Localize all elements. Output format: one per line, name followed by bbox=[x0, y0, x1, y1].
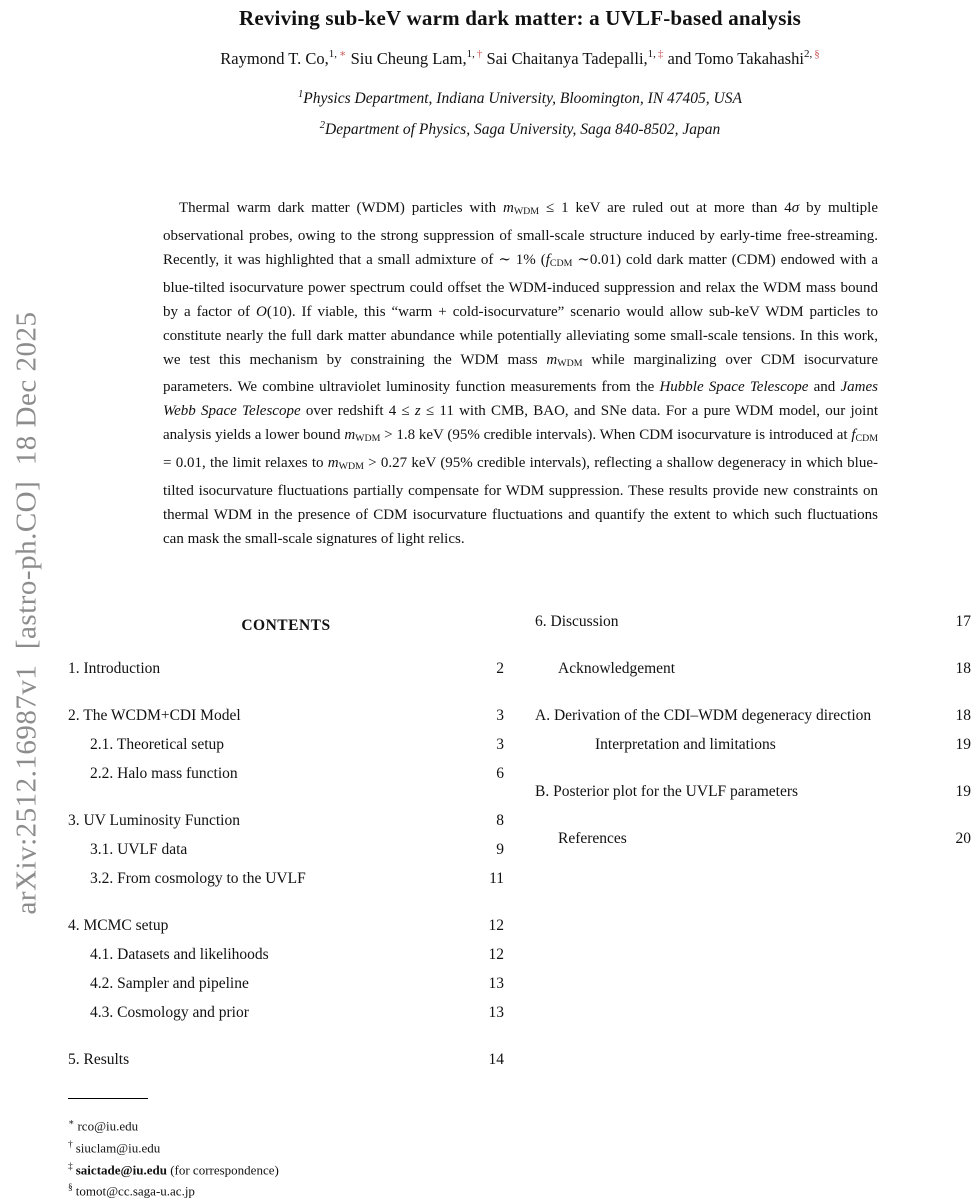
affiliation-number: 2 bbox=[319, 120, 326, 132]
toc-entry[interactable] bbox=[68, 835, 504, 864]
toc-left-column bbox=[68, 616, 504, 1074]
toc-entry-page: 6 bbox=[496, 765, 504, 782]
toc-entry[interactable] bbox=[535, 824, 971, 853]
toc-entry-page: 17 bbox=[955, 613, 971, 630]
author-name: Siu Cheung Lam, bbox=[350, 48, 467, 68]
toc-entry-label: 4. MCMC setup bbox=[68, 917, 169, 934]
toc-entry-label: 3. UV Luminosity Function bbox=[68, 812, 240, 829]
footnote-email[interactable]: saictade@iu.edu (for correspondence) bbox=[75, 1161, 279, 1177]
author-footnote-link[interactable]: § bbox=[814, 48, 820, 60]
toc-entry-page: 3 bbox=[496, 707, 504, 724]
affiliation bbox=[68, 112, 972, 143]
toc-entry[interactable] bbox=[535, 607, 971, 636]
toc-entry[interactable] bbox=[68, 806, 504, 835]
toc-entry[interactable] bbox=[535, 730, 971, 759]
toc-entry-label: 4.2. Sampler and pipeline bbox=[90, 975, 249, 992]
toc-entry[interactable] bbox=[68, 1045, 504, 1074]
affiliations bbox=[68, 81, 972, 143]
author-affiliation-number: 1, bbox=[328, 48, 338, 60]
toc-entry[interactable] bbox=[68, 998, 504, 1027]
footnote-separator bbox=[68, 1098, 148, 1099]
footnote bbox=[68, 1114, 508, 1136]
toc-entry[interactable] bbox=[68, 730, 504, 759]
toc-entry[interactable] bbox=[68, 911, 504, 940]
toc-entry-page: 13 bbox=[488, 975, 504, 992]
author bbox=[668, 49, 820, 68]
footnote-symbol: § bbox=[68, 1183, 73, 1194]
toc-entry-page: 20 bbox=[955, 830, 971, 847]
toc-entry-page: 13 bbox=[488, 1004, 504, 1021]
footnote bbox=[68, 1179, 508, 1200]
toc-entry-label: Acknowledgement bbox=[558, 660, 676, 677]
toc-entry-page: 9 bbox=[496, 841, 504, 858]
author-affiliation-number: 1, bbox=[647, 48, 656, 60]
footnote-email[interactable]: tomot@cc.saga-u.ac.jp bbox=[75, 1183, 195, 1199]
toc-entry[interactable] bbox=[535, 777, 971, 806]
affiliation-text: Department of Physics, Saga University, Saga 840-8502, Japan bbox=[325, 121, 721, 139]
toc-entry-label: 2.2. Halo mass function bbox=[90, 765, 238, 782]
author-footnote-link[interactable]: ∗ bbox=[339, 48, 347, 60]
arxiv-watermark: arXiv:2512.16987v1 [astro-ph.CO] 18 Dec 2025 bbox=[10, 311, 43, 915]
toc-entry-page: 12 bbox=[488, 946, 504, 963]
toc-entry-label: Interpretation and limitations bbox=[595, 736, 776, 753]
footnote-email[interactable]: rco@iu.edu bbox=[77, 1118, 139, 1134]
author-footnote-link[interactable]: ‡ bbox=[657, 48, 664, 60]
author-name: Sai Chaitanya Tadepalli, bbox=[486, 48, 648, 68]
author bbox=[486, 49, 663, 68]
author-line bbox=[68, 47, 972, 69]
toc-entry[interactable] bbox=[68, 701, 504, 730]
toc-entry[interactable] bbox=[68, 759, 504, 788]
toc-entry-page: 3 bbox=[496, 736, 504, 753]
author-affiliation-number: 2, bbox=[803, 48, 813, 60]
author-name: Raymond T. Co, bbox=[220, 48, 329, 68]
footnote-symbol: ‡ bbox=[68, 1161, 73, 1172]
toc-entry-label: 3.1. UVLF data bbox=[90, 841, 188, 858]
toc-entry-page: 19 bbox=[955, 783, 971, 800]
toc-entry-label: A. Derivation of the CDI–WDM degeneracy direction bbox=[535, 707, 872, 724]
toc-entry-label: B. Posterior plot for the UVLF parameters bbox=[535, 783, 799, 800]
affiliation-number: 1 bbox=[298, 89, 304, 100]
toc-entry-page: 18 bbox=[955, 707, 971, 724]
toc-entry[interactable] bbox=[535, 654, 971, 683]
toc-entry-label: 6. Discussion bbox=[535, 613, 619, 630]
footnotes bbox=[68, 1114, 508, 1200]
abstract: Thermal warm dark matter (WDM) particles with $m_{WDM} \le 1$ keV are ruled out at more than 4σ by multiple observational probes, owing to the strong suppression of small-scale structure induced by early-time free-streaming. Recently, it was highlighted that a small admixture of ∼ 1% ($f_{CDM}$ ∼0.01) cold dark matter (CDM) endowed with a blue-tilted isocurvature power spectrum could offset the WDM-induced suppression and relax the WDM mass bound by a factor of O(10). If viable, this “warm + cold-isocurvature” scenario would allow sub-keV WDM particles to constitute nearly the full dark matter abundance while potentially alleviating some small-scale tensions. In this work, we test this mechanism by constraining the WDM mass $m_{WDM}$ while marginalizing over CDM isocurvature parameters. We combine ultraviolet luminosity function measurements from the Hubble Space Telescope and James Webb Space Telescope over redshift 4 ≤ z ≤ 11 with CMB, BAO, and SNe data. For a pure WDM model, our joint analysis yields a lower bound $m_{WDM} > 1.8$ keV (95% credible intervals). When CDM isocurvature is introduced at $f_{CDM} = 0.01$, the limit relaxes to $m_{WDM} > 0.27$ keV (95% credible intervals), reflecting a shallow degeneracy in which blue-tilted isocurvature fluctuations partially compensate for WDM suppression. These results provide new constraints on thermal WDM in the presence of CDM isocurvature fluctuations and quantify the extent to which such fluctuations can mask the small-scale signatures of light relics. bbox=[163, 200, 879, 547]
toc-entry[interactable] bbox=[68, 969, 504, 998]
toc-heading: CONTENTS bbox=[241, 617, 331, 634]
toc-entry-label: 3.2. From cosmology to the UVLF bbox=[90, 870, 306, 887]
author bbox=[351, 49, 483, 68]
footnote-symbol: ∗ bbox=[68, 1118, 75, 1128]
toc-entry[interactable] bbox=[68, 864, 504, 893]
toc-entry-page: 8 bbox=[496, 812, 504, 829]
toc-entry[interactable] bbox=[68, 940, 504, 969]
author-footnote-link[interactable]: † bbox=[476, 48, 483, 60]
toc-entry[interactable] bbox=[68, 654, 504, 683]
toc-entry-label: References bbox=[558, 830, 627, 847]
toc-entry[interactable] bbox=[535, 701, 971, 730]
paper-title: Reviving sub-keV warm dark matter: a UVLF-based analysis bbox=[238, 6, 802, 30]
footnote bbox=[68, 1158, 508, 1180]
toc-entry-page: 11 bbox=[489, 870, 504, 887]
footnote-email[interactable]: siuclam@iu.edu bbox=[75, 1140, 161, 1156]
toc-entry-page: 14 bbox=[488, 1051, 504, 1068]
toc-entry-page: 18 bbox=[955, 660, 971, 677]
toc-entry-label: 1. Introduction bbox=[68, 660, 161, 677]
author-affiliation-number: 1, bbox=[466, 48, 475, 60]
author-name: and Tomo Takahashi bbox=[667, 48, 804, 68]
toc-entry-label: 5. Results bbox=[68, 1051, 130, 1068]
toc-entry-label: 2. The WCDM+CDI Model bbox=[68, 707, 241, 724]
toc-entry-label: 4.1. Datasets and likelihoods bbox=[90, 946, 269, 963]
toc-entry-page: 2 bbox=[496, 660, 504, 677]
toc-entry-page: 12 bbox=[488, 917, 504, 934]
affiliation bbox=[68, 81, 972, 112]
toc-entry-page: 19 bbox=[955, 736, 971, 753]
toc-entry-label: 2.1. Theoretical setup bbox=[90, 736, 225, 753]
affiliation-text: Physics Department, Indiana University, Bloomington, IN 47405, USA bbox=[303, 90, 742, 108]
toc-entry-label: 4.3. Cosmology and prior bbox=[90, 1004, 249, 1021]
footnote-symbol: † bbox=[68, 1139, 73, 1150]
toc-right-column bbox=[535, 607, 971, 853]
author bbox=[220, 49, 346, 68]
footnote bbox=[68, 1136, 508, 1158]
